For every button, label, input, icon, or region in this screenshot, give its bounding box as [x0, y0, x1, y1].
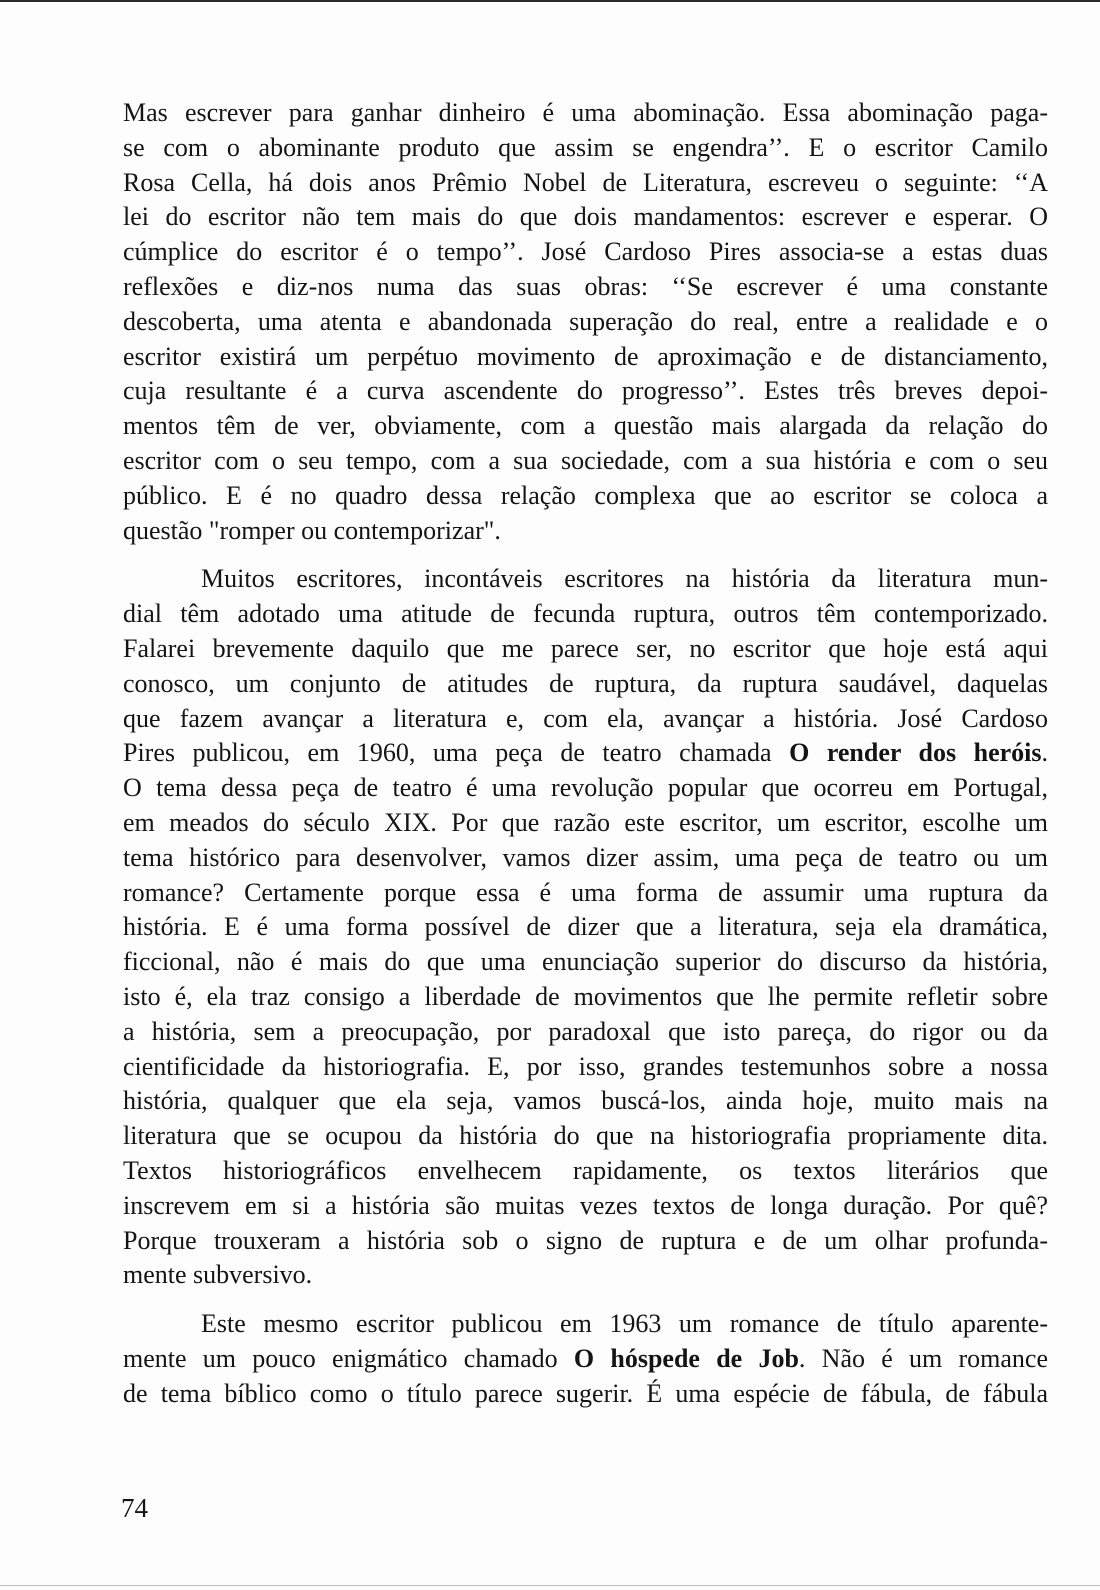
- top-edge-rule: [0, 0, 1100, 2]
- text-line: Este mesmo escritor publicou em 1963 um romance de título aparente-: [201, 1309, 1048, 1339]
- text-line: escritor existirá um perpétuo movimento de aproximação e de distanciamento,: [123, 341, 1048, 371]
- text-line: cuja resultante é a curva ascendente do progresso’’. Estes três breves depoi-: [123, 376, 1048, 406]
- work-title: O render dos heróis: [789, 738, 1042, 768]
- text-line: se com o abominante produto que assim se engendra’’. E o escritor Camilo: [123, 132, 1048, 162]
- text-line: romance? Certamente porque essa é uma forma de assumir uma ruptura da: [123, 877, 1048, 907]
- text-line: descoberta, uma atenta e abandonada superação do real, entre a realidade e o: [123, 306, 1048, 336]
- text-line: público. E é no quadro dessa relação complexa que ao escritor se coloca a: [123, 480, 1048, 510]
- paragraph-1: [123, 96, 1048, 548]
- text-line: tema histórico para desenvolver, vamos dizer assim, uma peça de teatro ou um: [123, 842, 1048, 872]
- page-number: 74: [121, 1493, 148, 1523]
- text-line: de tema bíblico como o título parece sugerir. É uma espécie de fábula, de fábula: [123, 1378, 1048, 1408]
- text-line: [123, 736, 1048, 771]
- text-line: inscrevem em si a história são muitas vezes textos de longa duração. Por quê?: [123, 1190, 1048, 1220]
- bottom-edge-rule: [0, 1585, 1100, 1586]
- text-fragment: .: [1041, 738, 1048, 768]
- paragraph-3: [123, 1307, 1048, 1411]
- text-line: história, qualquer que ela seja, vamos buscá-los, ainda hoje, muito mais na: [123, 1086, 1048, 1116]
- text-line: dial têm adotado uma atitude de fecunda ruptura, outros têm contemporizado.: [123, 599, 1048, 629]
- paragraph-2: [123, 562, 1048, 1293]
- text-line: literatura que se ocupou da história do que na historiografia propriamente dita.: [123, 1121, 1048, 1151]
- text-line: que fazem avançar a literatura e, com ela, avançar a história. José Cardoso: [123, 703, 1048, 733]
- work-title: O hóspede de Job: [573, 1343, 799, 1373]
- text-line: cientificidade da historiografia. E, por isso, grandes testemunhos sobre a nossa: [123, 1051, 1048, 1081]
- text-line: escritor com o seu tempo, com a sua sociedade, com a sua história e com o seu: [123, 445, 1048, 475]
- text-fragment: Pires publicou, em 1960, uma peça de teatro chamada: [123, 738, 790, 768]
- text-fragment: mente um pouco enigmático chamado: [123, 1343, 574, 1373]
- text-line: Mas escrever para ganhar dinheiro é uma abominação. Essa abominação paga-: [123, 98, 1048, 127]
- body-text: [123, 96, 1048, 1411]
- text-line: mentos têm de ver, obviamente, com a questão mais alargada da relação do: [123, 411, 1048, 441]
- text-line: em meados do século XIX. Por que razão este escritor, um escritor, escolhe um: [123, 807, 1048, 837]
- text-line: cúmplice do escritor é o tempo’’. José Cardoso Pires associa-se a estas duas: [123, 237, 1048, 267]
- text-line: Textos historiográficos envelhecem rapidamente, os textos literários que: [123, 1155, 1048, 1185]
- text-line: O tema dessa peça de teatro é uma revolução popular que ocorreu em Portugal,: [123, 773, 1048, 803]
- text-line: lei do escritor não tem mais do que dois mandamentos: escrever e esperar. O: [123, 202, 1048, 232]
- text-line: ficcional, não é mais do que uma enunciação superior do discurso da história,: [123, 947, 1048, 977]
- text-line: a história, sem a preocupação, por paradoxal que isto pareça, do rigor ou da: [123, 1016, 1048, 1046]
- text-line: reflexões e diz-nos numa das suas obras: ‘‘Se escrever é uma constante: [123, 271, 1048, 301]
- text-line: Falarei brevemente daquilo que me parece ser, no escritor que hoje está aqui: [123, 633, 1048, 663]
- text-line: Muitos escritores, incontáveis escritores na história da literatura mun-: [201, 564, 1048, 594]
- text-line: questão "romper ou contemporizar".: [123, 515, 501, 545]
- text-line: mente subversivo.: [123, 1260, 313, 1290]
- text-fragment: . Não é um romance: [798, 1343, 1048, 1373]
- text-line: conosco, um conjunto de atitudes de ruptura, da ruptura saudável, daquelas: [123, 668, 1048, 698]
- text-line: Rosa Cella, há dois anos Prêmio Nobel de Literatura, escreveu o seguinte: ‘‘A: [123, 167, 1048, 197]
- text-line: [123, 1342, 1048, 1377]
- text-line: Porque trouxeram a história sob o signo de ruptura e de um olhar profunda-: [123, 1225, 1048, 1255]
- text-line: história. E é uma forma possível de dizer que a literatura, seja ela dramática,: [123, 912, 1048, 942]
- text-line: isto é, ela traz consigo a liberdade de movimentos que lhe permite refletir sobre: [123, 981, 1048, 1011]
